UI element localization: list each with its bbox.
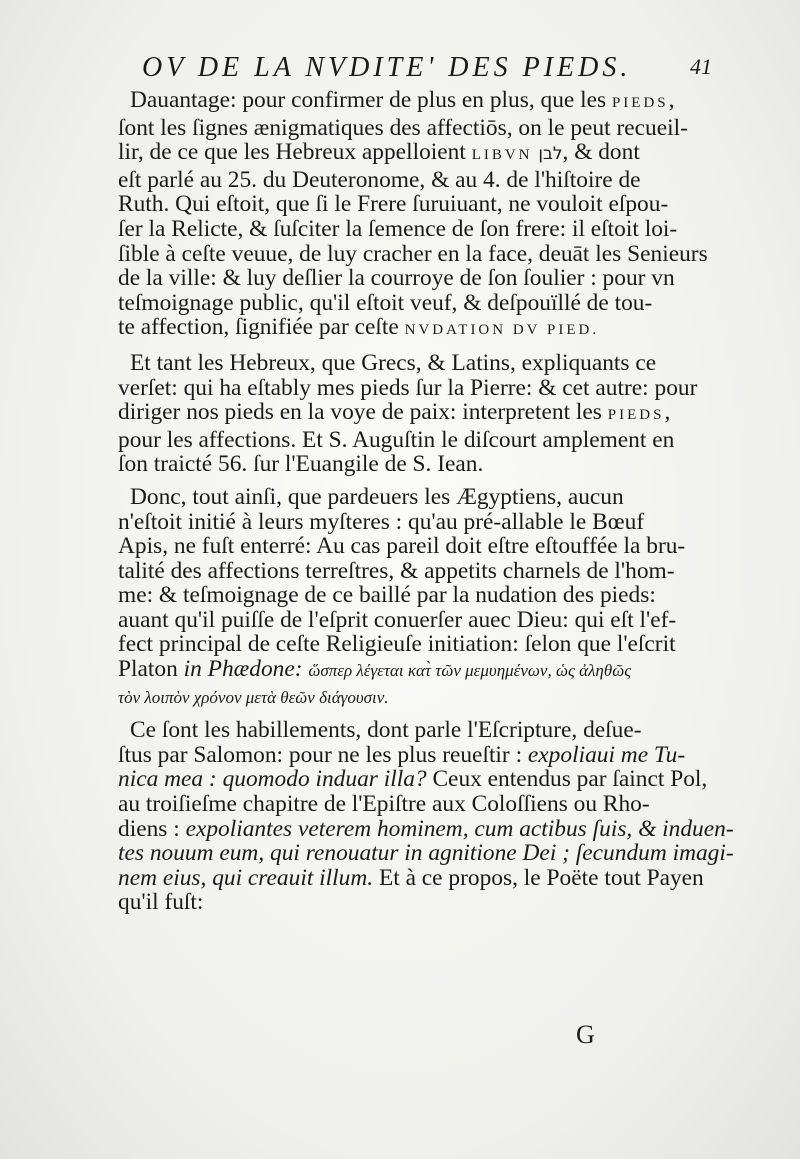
text-line bbox=[118, 743, 690, 768]
text-run: Et à ce propos, le Poëte tout Payen bbox=[373, 864, 704, 891]
text-run: , bbox=[664, 399, 671, 426]
text-line bbox=[118, 766, 708, 793]
text-line bbox=[118, 840, 734, 867]
text-run: , bbox=[668, 87, 675, 113]
signature-mark: G bbox=[576, 1020, 595, 1049]
greek-quote: ὥσπερ λέγεται κατ̀ τῶν μεμυημένων, ὡς ἀληθῶς bbox=[308, 661, 632, 681]
text-line bbox=[118, 88, 690, 116]
text-line bbox=[118, 608, 690, 633]
text-run: Dauantage: pour confirmer de plus en plus, que les bbox=[130, 87, 612, 113]
text-line bbox=[118, 266, 690, 291]
text-run: talité des affections terreſtres, & appetits charnels de l'hom- bbox=[118, 557, 675, 584]
page-header bbox=[100, 52, 712, 92]
paragraph bbox=[118, 717, 734, 916]
text-line bbox=[118, 192, 690, 217]
text-line bbox=[118, 168, 690, 193]
text-line bbox=[118, 864, 704, 891]
text-run: ſtus par Salomon: pour ne les plus reueſtir : bbox=[118, 741, 528, 768]
page-number: 41 bbox=[690, 54, 712, 79]
italic-run: nem eius, qui creauit illum. bbox=[118, 864, 374, 891]
text-run: auant qu'il puiſſe de l'eſprit conuerſer auec Dieu: qui eſt l'ef- bbox=[118, 606, 677, 633]
text-line bbox=[118, 351, 690, 376]
paragraph bbox=[118, 485, 690, 710]
greek-quote: τὸν λοιπὸν χρόνον μετὰ θεῶν διάγουσιν. bbox=[118, 687, 389, 707]
text-run: lir, de ce que les Hebreux appelloient bbox=[118, 139, 472, 166]
small-caps-run: NVDATION DV PIED. bbox=[404, 322, 600, 339]
text-run: ſible à ceſte veuue, de luy cracher en la face, deuāt les Senieurs bbox=[118, 240, 708, 267]
text-run: Ceux entendus par ſainct Pol, bbox=[426, 766, 708, 793]
italic-run: expoliaui me Tu- bbox=[527, 741, 686, 768]
body-text bbox=[118, 87, 734, 916]
text-run: , & dont bbox=[562, 139, 640, 166]
text-run: pour les affections. Et S. Auguſtin le diſcourt amplement en bbox=[118, 426, 675, 453]
italic-run: in Phædone: bbox=[183, 656, 303, 683]
text-line bbox=[118, 400, 690, 428]
text-run: te affection, ſignifiée par ceſte bbox=[118, 314, 405, 341]
text-line bbox=[118, 452, 690, 477]
text-run: diriger nos pieds en la voye de paix: interpretent les bbox=[118, 399, 608, 426]
text-run: eſt parlé au 25. du Deuteronome, & au 4. de l'hiſtoire de bbox=[118, 166, 641, 193]
text-run: qu'il fuſt: bbox=[118, 889, 204, 916]
text-line bbox=[118, 510, 690, 535]
text-run: au troiſieſme chapitre de l'Epiſtre aux Coloſſiens ou Rho- bbox=[118, 791, 650, 818]
italic-run: expoliantes veterem hominem, cum actibus ſuis, & induen- bbox=[185, 815, 734, 842]
text-run: n'eſtoit initié à leurs myſteres : qu'au pré-allable le Bœuf bbox=[118, 508, 645, 535]
text-run: Et tant les Hebreux, que Grecs, & Latins, expliquants ce bbox=[130, 349, 657, 376]
text-run: ſon traicté 56. ſur l'Euangile de S. Iean. bbox=[118, 451, 484, 478]
small-caps-run: PIEDS bbox=[607, 407, 665, 424]
text-run: verſet: qui ha eſtably mes pieds ſur la Pierre: & cet autre: pour bbox=[118, 374, 698, 401]
text-line bbox=[118, 890, 690, 915]
text-run: ſont les ſignes ænigmatiques des affectiōs, on le peut recueil- bbox=[118, 114, 688, 141]
text-line bbox=[118, 485, 690, 510]
text-run: de la ville: & luy deſlier la courroye de ſon ſoulier : pour vn bbox=[118, 265, 675, 292]
text-run: teſmoignage public, qu'il eſtoit veuf, & deſpouïllé de tou- bbox=[118, 289, 653, 316]
text-run: me: & teſmoignage de ce baillé par la nudation des pieds: bbox=[118, 582, 656, 609]
text-run: fect principal de ceſte Religieuſe initiation: ſelon que l'eſcrit bbox=[118, 631, 676, 658]
text-run: diens : bbox=[118, 815, 186, 842]
text-line bbox=[118, 632, 690, 657]
paragraph bbox=[118, 349, 698, 478]
running-head: OV DE LA NVDITE' DES PIEDS. bbox=[142, 52, 632, 83]
text-line bbox=[118, 140, 690, 168]
small-caps-run: PIEDS bbox=[611, 95, 669, 111]
paragraph bbox=[118, 87, 708, 343]
text-run: Apis, ne fuſt enterré: Au cas pareil doit eſtre eſtouffée la bru- bbox=[118, 533, 686, 560]
italic-run: nica mea : quomodo induar illa? bbox=[118, 766, 427, 793]
text-line bbox=[118, 684, 690, 711]
text-line bbox=[118, 583, 690, 608]
text-line bbox=[118, 534, 690, 559]
text-line bbox=[118, 657, 690, 684]
text-run: Donc, tout ainſi, que pardeuers les Ægyptiens, aucun bbox=[130, 483, 624, 510]
text-line bbox=[118, 116, 690, 141]
hebrew-word: לבן bbox=[538, 144, 563, 165]
text-line bbox=[118, 240, 708, 267]
small-caps-run: LIBVN bbox=[471, 147, 533, 164]
text-line bbox=[118, 291, 690, 316]
text-run: ſer la Relicte, & ſuſciter la ſemence de ſon frere: il eſtoit loi- bbox=[118, 215, 678, 242]
text-run: Platon bbox=[118, 656, 184, 683]
text-line bbox=[118, 374, 698, 401]
text-line bbox=[118, 315, 690, 343]
text-line bbox=[118, 217, 690, 242]
text-run: Ce ſont les habillements, dont parle l'Eſcripture, deſue- bbox=[130, 717, 642, 744]
text-line bbox=[118, 559, 690, 584]
italic-run: tes nouum eum, qui renouatur in agnitione Dei ; ſecundum imagi- bbox=[118, 840, 734, 867]
text-line bbox=[118, 792, 690, 817]
text-run: Ruth. Qui eſtoit, que ſi le Frere ſuruiuant, ne vouloit eſpou- bbox=[118, 191, 669, 218]
text-line bbox=[118, 718, 690, 743]
text-line bbox=[118, 428, 690, 453]
text-line bbox=[118, 815, 734, 842]
